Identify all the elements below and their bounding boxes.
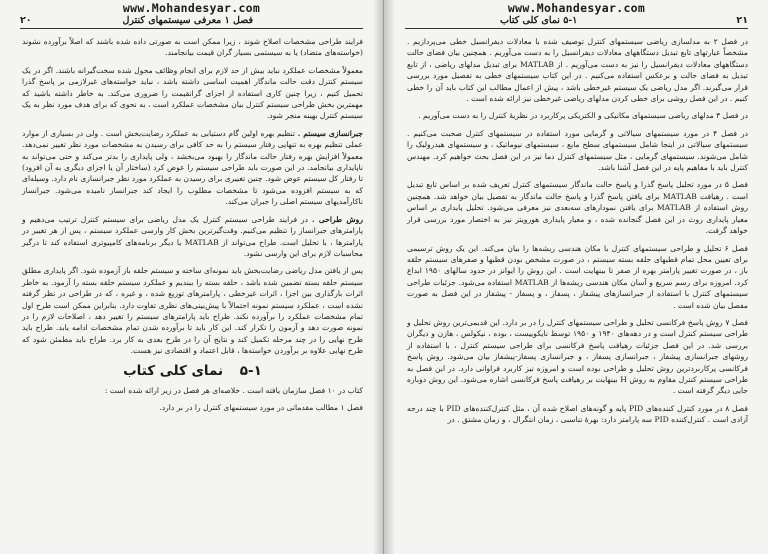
site-watermark: www.Mohandesyar.com (507, 1, 646, 15)
section-heading (22, 363, 363, 379)
paragraph: پس از یافتن مدل ریاضی رضایت‌بخش باید نمونه‌ای ساخته و سیستم حلقه باز آزموده شود. اگر پایداری مطلق سیستم حلقه بسته تضمین شده باشد ، حلقه بسته را ببندیم و عملکرد سیستم حلقه بسته را آزمود. به خاطر اثرات بارگذاری بین اجزا ، اثرات غیرخطی ، پارامترهای توزیع شده ، و غیره ، که در طراحی در نظر گرفته نشده است ، عملکرد سیستم نمونه احتمالاً با پیش‌بینی‌های نظری تفاوت دارد. بنابراین ممکن است طرح اول تمام مشخصات عملکرد را برآورده نکند. طراح باید پارامترهای سیستم را تغییر دهد ، اصلاحات لازم را در نمونه صورت دهد و آزمون را تکرار کند. این کار باید تا برآورده شدن تمام مشخصات ادامه یابد. طراح باید طرح نهایی را در چند مرحله تکمیل کند و نتایج آن را در طرح بعدی به کار برد. طراح باید مطمئن شود که طرح نهایی علاوه بر برآوردن خواسته‌ها ، قابل اعتماد و اقتصادی نیز هست. (22, 266, 363, 356)
page-number: ۲۰ (20, 15, 32, 26)
running-header (405, 15, 748, 29)
paragraph: روش طراحی . در فرایند طراحی سیستم کنترل یک مدل ریاضی برای سیستم کنترل ترتیب می‌دهیم و پارامترهای جبرانساز را تنظیم می‌کنیم. وقت‌گیرترین بخش کار وارسی عملکرد سیستم ، پس از هر تغییر در پارامترها ، با تحلیل است. طراح می‌تواند از MATLAB یا دیگر برنامه‌های کامپیوتری استفاده کند تا درگیر محاسبات لازم برای این وارسی نشود. (22, 214, 363, 258)
running-title: ۵-۱ نمای کلی کتاب (500, 15, 578, 26)
paragraph: فصل ۱ مطالب مقدماتی در مورد سیستمهای کنترل را در بر دارد. (159, 402, 363, 412)
section-number: ۵-۱ (239, 362, 262, 379)
paragraph: در فصل ۳ مدلهای ریاضی سیستمهای مکانیکی و الکتریکی پرکاربرد در نظریهٔ کنترل را به دست می‌آوریم . (418, 111, 748, 121)
paragraph: جبرانسازی سیستم . تنظیم بهره اولین گام دستیابی به عملکرد رضایت‌بخش است . ولی در بسیاری از موارد عملی تنظیم بهره به تنهایی رفتار سیستم را به حد کافی برای رسیدن به مشخصات مورد نظر تغییر نمی‌دهد. معمولاً افزایش بهره رفتار حالت ماندگار را بهبود می‌بخشد ، ولی پایداری را بدتر می‌کند و حتی می‌تواند به ناپایداری بیانجامد. در این صورت باید طراحی سیستم را عوض کرد (ساختار آن یا اجزای دیگری به آن افزود) تا رفتار کل سیستم عوض شود. چنین تغییری برای رسیدن به عملکرد مورد نظر جبرانسازی نام دارد. وسیله‌ای که به سیستم افزوده می‌شود تا مشخصات مطلوب را ایجاد کند جبرانساز نامیده می‌شود. جبرانساز ناکارآمدیهای سیستم اصلی را جبران می‌کند. (22, 128, 363, 207)
running-title: فصل ۱ معرفی سیستمهای کنترل (122, 15, 253, 26)
section-title: نمای کلی کتاب (123, 362, 224, 379)
paragraph: در فصل ۲ به مدلسازی ریاضی سیستمهای کنترل توصیف شده با معادلات دیفرانسیل خطی می‌پردازیم . مشخصاً عبارتهای تابع تبدیل دستگاههای معادلات دیفرانسیل را به دست می‌آوریم . همچنین بیان فضای حالت دستگاههای معادلات دیفرانسیل را نیز به دست می‌آوریم . از MATLAB برای تبدیل مدلهای ریاضی ، از تابع تبدیل به فضای حالت و برعکس استفاده می‌کنیم . در این کتاب سیستمهای خطی به تفصیل مورد بررسی قرار می‌گیرند. اگر مدل ریاضی یک سیستم غیرخطی باشد ، پیش از اعمال مطالب این کتاب باید آن را خطی کنیم . در این فصل روشی برای خطی کردن مدلهای ریاضی غیرخطی نیز ارائه شده است . (407, 37, 748, 104)
page-body (22, 36, 363, 548)
paragraph: معمولاً مشخصات عملکرد نباید بیش از حد لازم برای انجام وظائف محول شده سخت‌گیرانه باشند. اگر در یک سیستم کنترل دقت حالت ماندگار اهمیت اساسی داشته باشد ، نباید خواسته‌های غیرلازمی بر پاسخ گذرا تحمیل کنیم ، زیرا چنین کاری استفاده از اجزای گرانقیمت را ضروری می‌کند. به خاطر داشته باشید که مهمترین بخش طراحی سیستم کنترل بیان مشخصات عملکرد است ، به نحوی که برای هدف مورد نظر به یک سیستم کنترل بهینه منجر شود. (22, 65, 363, 121)
paragraph: کتاب در ۱۰ فصل سازمان یافته است . خلاصه‌ای هر فصل در زیر ارائه شده است : (104, 385, 363, 395)
running-header (20, 15, 363, 29)
paragraph: فصل ۸ در مورد کنترل کننده‌های PID پایه و گونه‌های اصلاح شده آن ، مثل کنترل‌کننده‌های PID با چند درجه آزادی است . کنترل‌کننده PID سه پارامتر دارد: بهرهٔ تناسبی ، زمان انتگرال ، و زمان مشتق . در (407, 403, 748, 425)
paragraph: فصل ۷ روش پاسخ فرکانسی تحلیل و طراحی سیستمهای کنترل را در بر دارد. این قدیمی‌ترین روش تحلیل و طراحی سیستم کنترل است و در دهه‌های ۱۹۴۰ و ۱۹۵۰ توسط نایکوییست ، بوده ، نیکولس ، هازن و دیگران بررسی شد. در این فصل جزئیات رهیافت پاسخ فرکانسی برای طراحی سیستم کنترل ، با استفاده از روشهای جبرانسازی پیشفاز ، جبرانسازی پسفاز ، و جبرانسازی پسفاز-پیشفاز بیان می‌شود. روش پاسخ فرکانسی پرکاربردترین روش تحلیل و طراحی بوده است و امروزه نیز کاربرد فراوانی دارد. در این فصل به طراحی سیستم کنترل مقاوم به روش H بینهایت بر رهیافت پاسخ فرکانسی اشاره می‌شود. این روش دوباره جایی دیگر گرفته است . (407, 317, 748, 396)
site-watermark: www.Mohandesyar.com (122, 1, 261, 15)
page-body (407, 36, 748, 548)
paragraph: فرایند طراحی مشخصات اصلاح شوند ، زیرا ممکن است به صورتی داده شده باشند که اصلاً برآورده نشوند (خواسته‌های متضاد) یا به سیستمی بسیار گران قیمت بیانجامند. (22, 37, 363, 58)
paragraph: فصل ۶ تحلیل و طراحی سیستمهای کنترل با مکان هندسی ریشه‌ها را بیان می‌کند. این یک روش ترسیمی برای تعیین محل تمام قطبهای حلقه بسته سیستم ، در صورت مشخص بودن قطبها و صفرهای سیستم حلقه باز ، در صورت تغییر پارامتر بهره از صفر تا بینهایت است . این روش را ایوانز در حدود سالهای ۱۹۵۰ ابداع کرد. امروزه برای رسم سریع و آسان مکان هندسی ریشه‌ها از MATLAB استفاده می‌شود. جزئیات طراحی سیستمهای کنترل با استفاده از جبرانسازهای پیشفاز ، پسفاز ، و پسفاز - پیشفاز در این فصل به صورت مفصل بیان شده است . (407, 243, 749, 310)
right-page (384, 0, 768, 554)
paragraph: فصل ۵ در مورد تحلیل پاسخ گذرا و پاسخ حالت ماندگار سیستمهای کنترل تعریف شده بر اساس تابع تبدیل است . رهیافت MATLAB برای یافتن پاسخ گذرا و پاسخ حالت ماندگار به تفصیل بیان خواهد شد. همچنین روش استفاده از MATLAB برای یافتن نمودارهای سه‌بعدی نیز معرفی می‌شود. تحلیل پایداری بر اساس معیار پایداری روث در این فصل گنجانده شده ، و معیار پایداری هورویتز نیز به اختصار مورد بررسی قرار خواهد گرفت. (407, 180, 748, 236)
page-number: ۲۱ (736, 15, 748, 26)
paragraph: در فصل ۴ در مورد سیستمهای سیالاتی و گرمایی مورد استفاده در سیستمهای کنترل صحبت می‌کنیم . سیستمهای سیالاتی در اینجا شامل سیستمهای سطح مایع ، سیستمهای نیوماتیک ، و سیستمهای هیدرولیک را شامل می‌شوند. سیستمهای گرمایی ، مثل سیستمهای کنترل دما نیز در این فصل بحث خواهیم کرد. مهندس کنترل باید با مفاهیم پایه در این فصل آشنا باشد. (407, 128, 748, 173)
gutter-shadow (373, 0, 383, 554)
gutter-shadow (385, 0, 395, 554)
